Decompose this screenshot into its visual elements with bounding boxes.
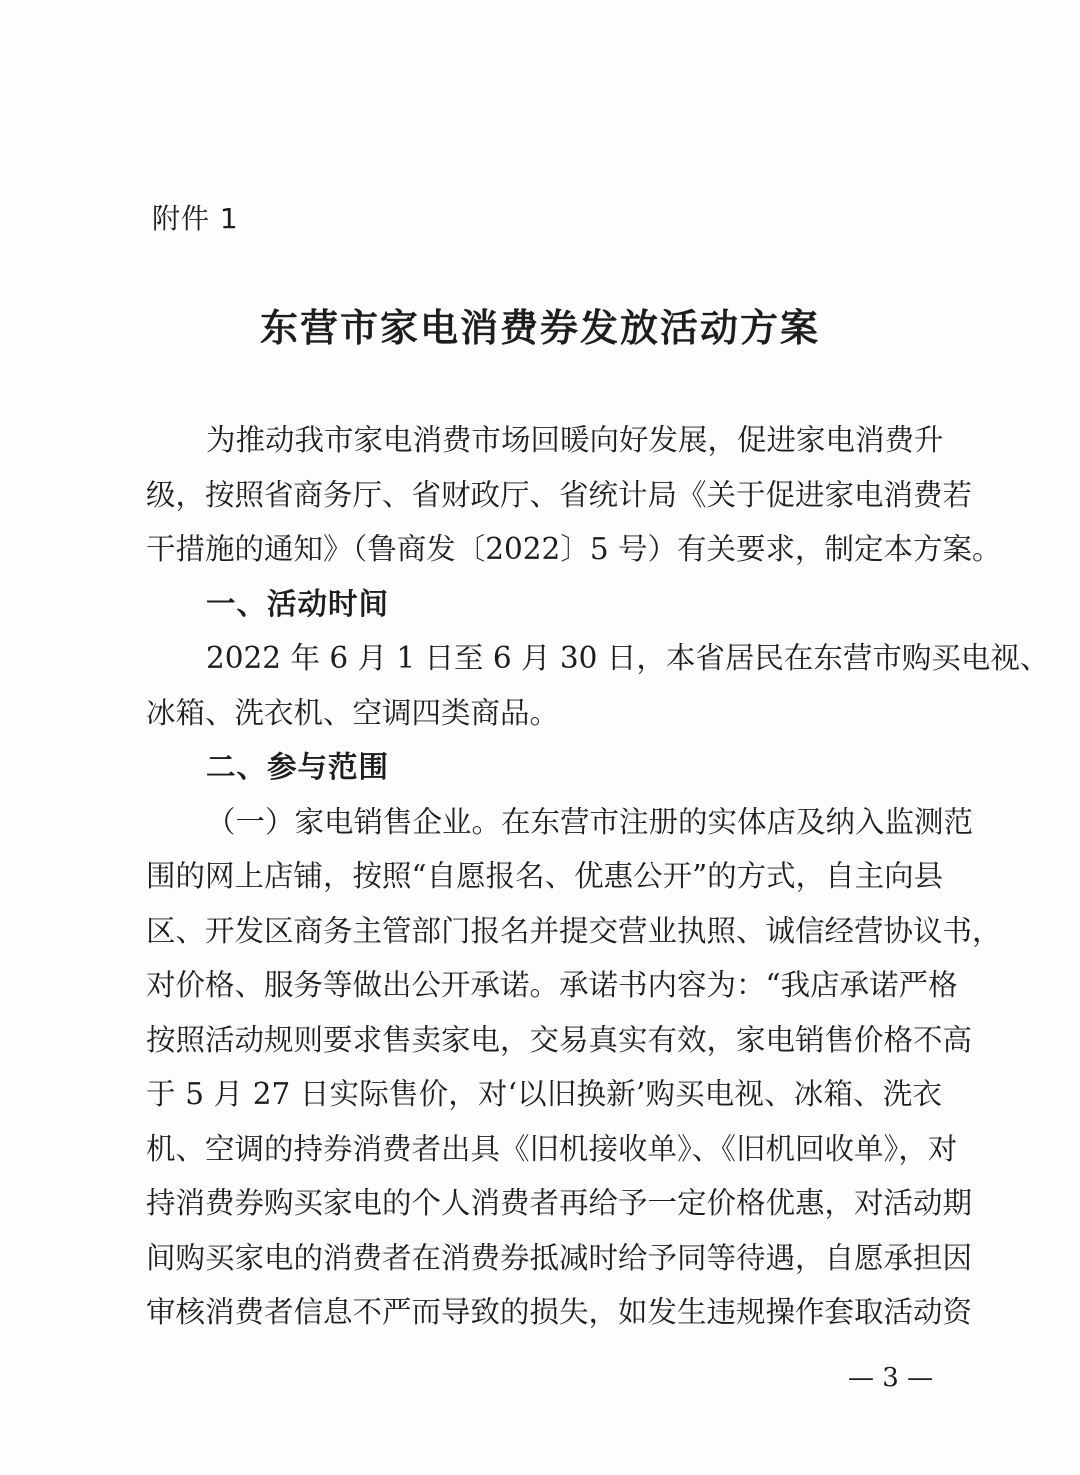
body-line: 审核消费者信息不严而导致的损失，如发生违规操作套取活动资 bbox=[146, 1295, 973, 1329]
body-line: 为推动我市家电消费市场回暖向好发展，促进家电消费升 bbox=[206, 423, 944, 457]
body-line: 持消费券购买家电的个人消费者再给予一定价格优惠，对活动期 bbox=[146, 1186, 973, 1220]
page-number: — 3 — bbox=[848, 1363, 934, 1393]
body-line: 干措施的通知》（鲁商发〔2022〕5 号）有关要求，制定本方案。 bbox=[146, 532, 1002, 566]
body-line: 围的网上店铺，按照“自愿报名、优惠公开”的方式，自主向县 bbox=[146, 859, 944, 893]
body-line: 间购买家电的消费者在消费券抵减时给予同等待遇，自愿承担因 bbox=[146, 1240, 973, 1275]
body-line: 区、开发区商务主管部门报名并提交营业执照、诚信经营协议书， bbox=[146, 913, 1002, 948]
document-title: 东营市家电消费券发放活动方案 bbox=[259, 305, 820, 350]
document-body bbox=[146, 413, 1050, 1340]
body-line: 级，按照省商务厅、省财政厅、省统计局《关于促进家电消费若 bbox=[146, 477, 973, 512]
body-line: 2022 年 6 月 1 日至 6 月 30 日，本省居民在东营市购买电视、 bbox=[206, 641, 1050, 675]
attachment-label: 附件 1 bbox=[152, 202, 239, 235]
body-line: 冰箱、洗衣机、空调四类商品。 bbox=[146, 695, 560, 730]
body-line: 对价格、服务等做出公开承诺。承诺书内容为：“我店承诺严格 bbox=[146, 968, 958, 1002]
body-line: 按照活动规则要求售卖家电，交易真实有效，家电销售价格不高 bbox=[146, 1022, 973, 1057]
section-heading: 一、活动时间 bbox=[206, 586, 390, 621]
body-line: 机、空调的持券消费者出具《旧机接收单》、《旧机回收单》，对 bbox=[146, 1131, 958, 1166]
body-line: 于 5 月 27 日实际售价，对‘以旧换新’购买电视、冰箱、洗衣 bbox=[146, 1077, 942, 1111]
section-heading: 二、参与范围 bbox=[206, 750, 390, 784]
body-line: （一）家电销售企业。在东营市注册的实体店及纳入监测范 bbox=[206, 804, 974, 839]
